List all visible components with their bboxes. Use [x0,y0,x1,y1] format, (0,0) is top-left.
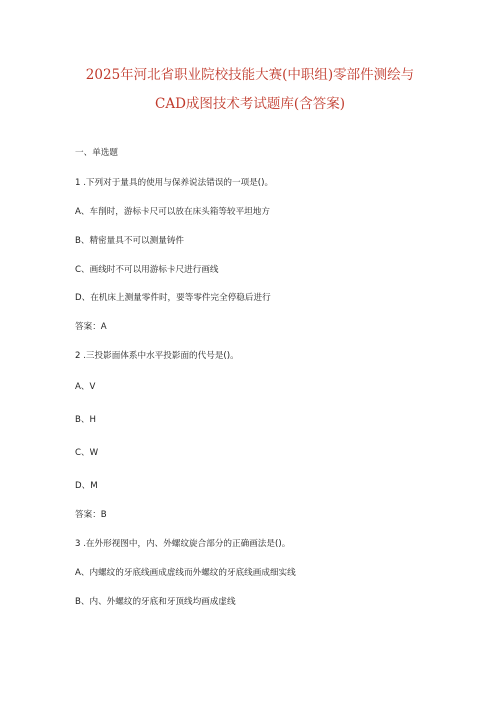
question-1-option-d: D、在机床上测量零件时，要等零件完全停稳后进行 [75,293,271,303]
question-1-stem: 1 .下列对于量具的使用与保养说法错误的一项是()。 [75,178,274,188]
question-2-option-c: C、W [75,448,99,458]
question-1-option-a: A、车削时，游标卡尺可以放在床头箱等较平坦地方 [75,207,270,217]
question-2-option-b: B、H [75,415,96,425]
question-2-answer: 答案：B [75,510,107,520]
question-2-option-d: D、M [75,481,98,491]
question-1-answer: 答案：A [75,322,107,332]
document-title-line-1: 2025年河北省职业院校技能大赛(中职组)零部件测绘与 [85,67,415,83]
section-heading: 一、单选题 [75,148,118,158]
question-3-option-b: B、内、外螺纹的牙底和牙顶线均画成虚线 [75,597,236,607]
question-1-option-b: B、精密量具不可以测量铸件 [75,236,185,246]
question-1-option-c: C、画线时不可以用游标卡尺进行画线 [75,265,219,275]
document-title-line-2: CAD成图技术考试题库(含答案) [155,96,345,112]
question-3-stem: 3 .在外形视图中，内、外螺纹旋合部分的正确画法是()。 [75,539,291,549]
question-2-stem: 2 .三投影面体系中水平投影面的代号是()。 [75,351,239,361]
question-2-option-a: A、V [75,382,96,392]
question-3-option-a: A、内螺纹的牙底线画成虚线而外螺纹的牙底线画成细实线 [75,568,296,578]
